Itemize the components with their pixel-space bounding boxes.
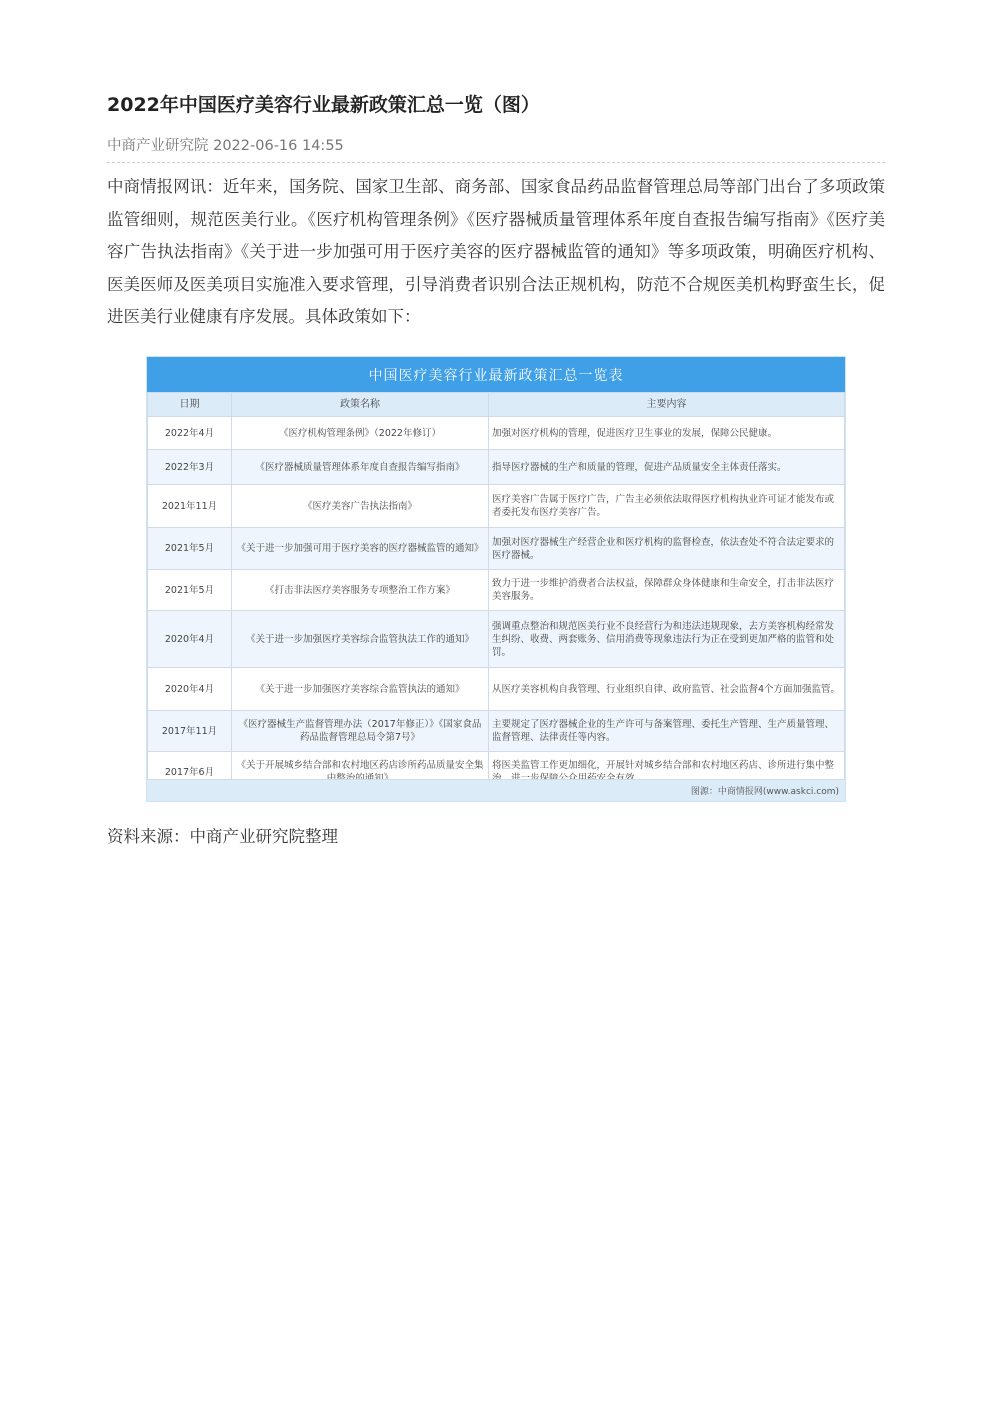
article bbox=[107, 88, 885, 334]
content-cell: 致力于进一步维护消费者合法权益，保障群众身体健康和生命安全，打击非法医疗美容服务。 bbox=[489, 570, 845, 611]
table-row bbox=[148, 711, 845, 752]
content-cell: 从医疗美容机构自我管理、行业组织自律、政府监管、社会监督4个方面加强监管。 bbox=[489, 668, 845, 711]
content-cell: 指导医疗器械的生产和质量的管理，促进产品质量安全主体责任落实。 bbox=[489, 450, 845, 485]
article-lead: 中商情报网讯：近年来，国务院、国家卫生部、商务部、国家食品药品监督管理总局等部门出台了多项政策监管细则，规范医美行业。《医疗机构管理条例》《医疗器械质量管理体系年度自查报告编写指南》《医疗美容广告执法指南》《关于进一步加强可用于医疗美容的医疗器械监管的通知》等多项政策，明确医疗机构、医美医师及医美项目实施准入要求管理，引导消费者识别合法正规机构，防范不合规医美机构野蛮生长，促进医美行业健康有序发展。具体政策如下： bbox=[107, 177, 885, 327]
date-cell: 2022年3月 bbox=[148, 450, 232, 485]
policy-cell: 《关于进一步加强医疗美容综合监管执法的通知》 bbox=[232, 668, 489, 711]
table-row bbox=[148, 611, 845, 668]
policy-cell: 《关于进一步加强医疗美容综合监管执法工作的通知》 bbox=[232, 611, 489, 668]
content-cell: 强调重点整治和规范医美行业不良经营行为和违法违规现象，去方美容机构经常发生纠纷、收费、两套账务、信用消费等现象违法行为正在受到更加严格的监管和处罚。 bbox=[489, 611, 845, 668]
policy-table bbox=[147, 392, 845, 793]
date-cell: 2021年11月 bbox=[148, 485, 232, 528]
source-caption: 资料来源：中商产业研究院整理 bbox=[107, 827, 338, 846]
article-meta: 中商产业研究院 2022-06-16 14:55 bbox=[107, 138, 344, 154]
policy-cell: 《医疗器械质量管理体系年度自查报告编写指南》 bbox=[232, 450, 489, 485]
policy-cell: 《打击非法医疗美容服务专项整治工作方案》 bbox=[232, 570, 489, 611]
table-row bbox=[148, 485, 845, 528]
date-cell: 2020年4月 bbox=[148, 668, 232, 711]
policy-cell: 《关于进一步加强可用于医疗美容的医疗器械监管的通知》 bbox=[232, 528, 489, 570]
date-cell: 2017年6月 bbox=[148, 752, 232, 793]
content-cell: 医疗美容广告属于医疗广告，广告主必须依法取得医疗机构执业许可证才能发布或者委托发布医疗美容广告。 bbox=[489, 485, 845, 528]
column-header-policy: 政策名称 bbox=[232, 393, 489, 417]
policy-table-image bbox=[146, 356, 846, 802]
policy-cell: 《医疗器械生产监督管理办法（2017年修正）》《国家食品药品监督管理总局令第7号》 bbox=[232, 711, 489, 752]
table-source: 图源：中商情报网(www.askci.com) bbox=[147, 779, 845, 801]
table-row bbox=[148, 450, 845, 485]
date-cell: 2020年4月 bbox=[148, 611, 232, 668]
article-title: 2022年中国医疗美容行业最新政策汇总一览（图） bbox=[107, 94, 540, 116]
date-cell: 2021年5月 bbox=[148, 570, 232, 611]
table-title: 中国医疗美容行业最新政策汇总一览表 bbox=[147, 357, 845, 392]
table-header-row bbox=[148, 393, 845, 417]
policy-cell: 《医疗机构管理条例》（2022年修订） bbox=[232, 417, 489, 450]
table-row bbox=[148, 570, 845, 611]
table-body bbox=[148, 417, 845, 793]
content-cell: 主要规定了医疗器械企业的生产许可与备案管理、委托生产管理、生产质量管理、监督管理、法律责任等内容。 bbox=[489, 711, 845, 752]
column-header-content: 主要内容 bbox=[489, 393, 845, 417]
date-cell: 2017年11月 bbox=[148, 711, 232, 752]
date-cell: 2022年4月 bbox=[148, 417, 232, 450]
table-row bbox=[148, 528, 845, 570]
content-cell: 将医美监管工作更加细化，开展针对城乡结合部和农村地区药店、诊所进行集中整 bbox=[489, 752, 845, 793]
table-row bbox=[148, 668, 845, 711]
content-cell: 加强对医疗机构的管理，促进医疗卫生事业的发展，保障公民健康。 bbox=[489, 417, 845, 450]
content-cell: 加强对医疗器械生产经营企业和医疗机构的监督检查，依法查处不符合法定要求的医疗器械。 bbox=[489, 528, 845, 570]
column-header-date: 日期 bbox=[148, 393, 232, 417]
table-row bbox=[148, 417, 845, 450]
date-cell: 2021年5月 bbox=[148, 528, 232, 570]
policy-cell: 《关于开展城乡结合部和农村地区药店诊所药品质量安全集 bbox=[232, 752, 489, 793]
policy-cell: 《医疗美容广告执法指南》 bbox=[232, 485, 489, 528]
meta-divider bbox=[107, 162, 885, 163]
